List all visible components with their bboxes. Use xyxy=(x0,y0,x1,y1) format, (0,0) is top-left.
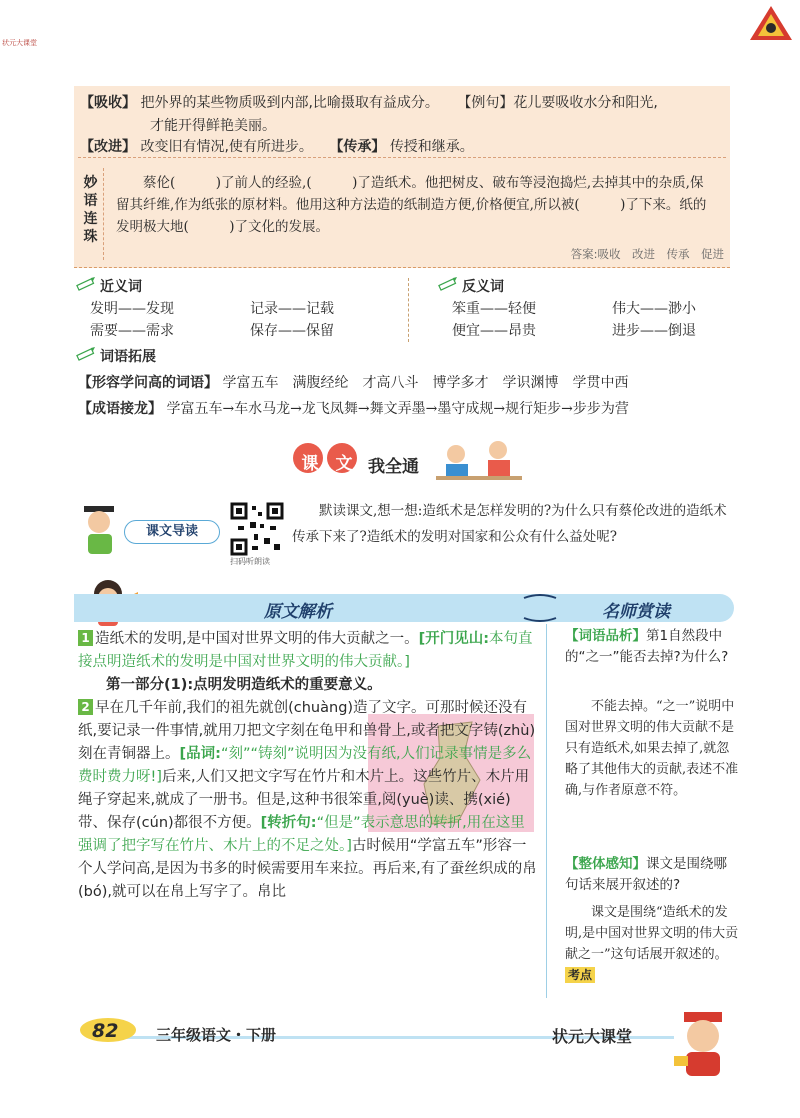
example-tag: 【例句】 xyxy=(457,95,514,111)
sidebar-answer-2 xyxy=(565,902,739,986)
p2-text-b: 后来,人们又把文字写在竹片和木片上。这些竹片、木片用绳子穿起来,就成了一册书。但是,这种书很笨重,阅(yuè)读、携(xié)带、保存(cún)都很不方便。 xyxy=(78,769,530,831)
qr-code-icon[interactable] xyxy=(230,502,284,556)
banner-badge-ke: 课 xyxy=(301,454,319,474)
brand-name: 状元大课堂 xyxy=(552,1027,633,1046)
practice-answer: 答案:吸收 改进 传承 促进 xyxy=(570,247,724,261)
p1-text: 造纸术的发明,是中国对世界文明的伟大贡献之一。 xyxy=(95,631,419,647)
paragraph-2 xyxy=(78,697,538,904)
extension-text-2: 学富五车→车水马龙→龙飞凤舞→舞文弄墨→墨守成规→规行矩步→步步为营 xyxy=(166,401,629,417)
extension-title: 词语拓展 xyxy=(100,349,156,365)
extension-tag-2: 【成语接龙】 xyxy=(78,401,162,417)
teacher-sidebar xyxy=(546,624,739,998)
page-number: 82 xyxy=(92,1020,119,1042)
definition-line-3 xyxy=(80,136,474,156)
sidebar-question-2 xyxy=(565,854,739,896)
def-text-inherit: 传授和继承。 xyxy=(389,139,474,155)
antonym-pair: 进步——倒退 xyxy=(612,323,696,339)
article-text xyxy=(78,628,538,904)
q2-tag: 【整体感知】 xyxy=(565,856,646,872)
def-text-absorb: 把外界的某些物质吸到内部,比喻摄取有益成分。 xyxy=(140,95,439,111)
synonym-pair: 发明——发现 xyxy=(90,301,174,317)
publisher-logo-icon xyxy=(748,4,794,54)
q1-tag: 【词语品析】 xyxy=(565,628,646,644)
practice-label: 妙语连珠 xyxy=(78,168,104,260)
synonyms-title: 近义词 xyxy=(100,279,142,295)
qr-caption: 扫码听朗读 xyxy=(230,557,270,566)
sidebar-question-1 xyxy=(565,626,739,668)
divider xyxy=(78,157,726,158)
synonym-pair: 需要——需求 xyxy=(90,323,174,339)
pencil-icon xyxy=(76,346,96,362)
extension-tag-1: 【形容学问高的词语】 xyxy=(78,375,218,391)
synonym-pair: 记录——记载 xyxy=(250,301,334,317)
definition-line-2: 才能开得鲜艳美丽。 xyxy=(150,118,276,134)
pencil-icon xyxy=(438,276,458,292)
banner-title: 我全通 xyxy=(368,457,419,477)
antonyms-title: 反义词 xyxy=(462,279,504,295)
logo-caption: 状元大课堂 xyxy=(2,39,37,47)
note-tag: [转折句: xyxy=(260,815,317,831)
note-text: “刻”“铸刻”说明因为没有纸,人们记录事情是多么费时费力呀!] xyxy=(78,746,532,785)
scholar-mascot-icon xyxy=(670,1008,736,1080)
pencil-icon xyxy=(76,276,96,292)
q1-text: 第1自然段中的“之一”能否去掉?为什么? xyxy=(565,628,729,665)
note-text: 本句直接点明造纸术的发明是中国对世界文明的伟大贡献。] xyxy=(78,631,533,670)
student-mascot-icon xyxy=(78,502,124,558)
exam-point-badge: 考点 xyxy=(565,967,595,983)
teacher-heading: 名师赏读 xyxy=(602,602,670,622)
analysis-heading: 原文解析 xyxy=(264,602,332,622)
def-text-improve: 改变旧有情况,使有所进步。 xyxy=(140,139,313,155)
def-tag-improve: 【改进】 xyxy=(80,139,136,155)
guide-text: 默读课文,想一想:造纸术是怎样发明的?为什么只有蔡伦改进的造纸术传承下来了?造纸术的发明对国家和公众有什么益处呢? xyxy=(292,503,727,545)
paragraph-number: 1 xyxy=(78,630,93,646)
note-tag: [开门见山: xyxy=(418,631,490,647)
extension-text-1: 学富五车 满腹经纶 才高八斗 博学多才 学识渊博 学贯中西 xyxy=(222,375,629,391)
antonym-pair: 伟大——渺小 xyxy=(612,301,696,317)
def-tag-inherit: 【传承】 xyxy=(329,139,386,155)
p2-text-c: 古时候用“学富五车”形容一个人学问高,是因为书多的时候需要用车来拉。再后来,有了蚕丝织成的帛(bó),就可以在帛上写字了。帛比 xyxy=(78,838,537,900)
practice-passage: 蔡伦( )了前人的经验,( )了造纸术。他把树皮、破布等浸泡捣烂,去掉其中的杂质,保留其纤维,作为纸张的原材料。他用这种方法造的纸制造方便,价格便宜,所以被( )了下来。纸的发明极大地( )了文化的发展。 xyxy=(116,175,707,235)
vocabulary-box xyxy=(74,86,730,268)
example-text: 花儿要吸收水分和阳光, xyxy=(513,95,658,111)
banner-badge-wen: 文 xyxy=(335,454,353,474)
definition-line-1 xyxy=(80,92,658,112)
antonym-pair: 便宜——昂贵 xyxy=(452,323,536,339)
extension-line-2 xyxy=(78,398,629,418)
sidebar-answer-1: 不能去掉。“之一”说明中国对世界文明的伟大贡献不是只有造纸术,如果去掉了,就忽略了其他伟大的贡献,表述不准确,与作者原意不符。 xyxy=(565,699,739,798)
a2-text: 课文是围绕“造纸术的发明,是中国对世界文明的伟大贡献之一”这句话展开叙述的。 xyxy=(565,905,739,962)
p2-text-a: 早在几千年前,我们的祖先就创(chuàng)造了文字。可那时候还没有纸,要记录一件事情,就用刀把文字刻在龟甲和兽骨上,或者把文字铸(zhù)刻在青铜器上。 xyxy=(78,700,536,762)
def-tag-absorb: 【吸收】 xyxy=(80,95,136,111)
part-summary: 第一部分(1):点明发明造纸术的重要意义。 xyxy=(106,677,382,693)
antonym-pair: 笨重——轻便 xyxy=(452,301,536,317)
band-clip-icon xyxy=(520,590,560,626)
synonym-pair: 保存——保留 xyxy=(250,323,334,339)
extension-line-1 xyxy=(78,372,628,392)
column-divider xyxy=(408,278,409,342)
paragraph-number: 2 xyxy=(78,699,93,715)
note-tag: [品词: xyxy=(179,746,221,762)
book-title: 三年级语文・下册 xyxy=(156,1026,277,1044)
note-text: “但是”表示意思的转折,用在这里强调了把字写在竹片、木片上的不足之处。] xyxy=(78,815,525,854)
q2-text: 课文是围绕哪句话来展开叙述的? xyxy=(565,856,727,893)
paragraph-1 xyxy=(78,628,538,674)
guide-label: 课文导读 xyxy=(124,520,220,544)
